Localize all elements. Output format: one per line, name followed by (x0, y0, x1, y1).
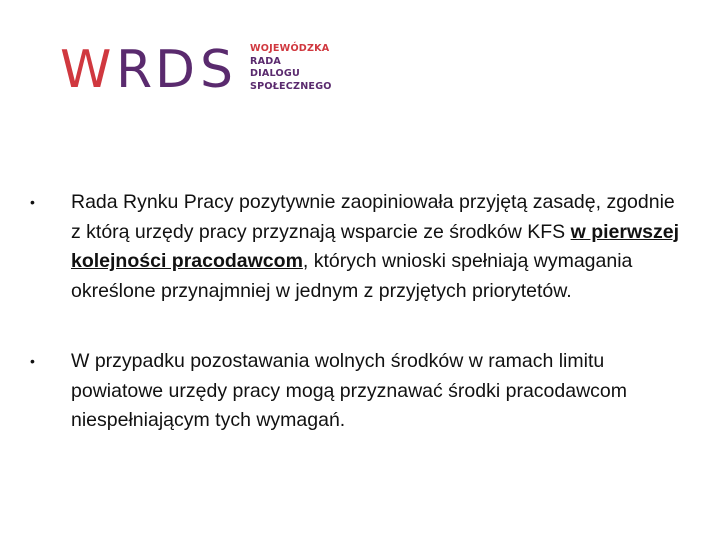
logo-line-4: SPOŁECZNEGO (250, 80, 332, 92)
logo-letter-r: R (116, 40, 153, 94)
bullet-marker: • (30, 194, 35, 210)
logo-line-1: WOJEWÓDZKA (250, 43, 330, 54)
bullet-1-text-end: , których wnioski spełniają wymagania określone przynajmniej w jednym z przyjętych priorytetów. (71, 250, 633, 302)
bullet-item-1 (30, 188, 680, 306)
logo-letter-w: W (60, 40, 112, 94)
wrds-logo (60, 36, 350, 98)
logo-line-3: DIALOGU (250, 68, 300, 79)
bullet-1-text-start: Rada Rynku Pracy pozytywnie zaopiniowała przyjętą zasadę, zgodnie z którą urzędy pracy przyznają wsparcie ze środków KFS (71, 191, 675, 243)
wrds-logo-mark (60, 40, 242, 94)
bullet-marker: • (30, 353, 35, 369)
logo-caption (250, 43, 332, 93)
logo-letter-s: S (200, 40, 234, 94)
logo-letter-d: D (155, 40, 196, 94)
bullet-list (30, 188, 680, 436)
bullet-1-emphasis: w pierwszej kolejności pracodawcom (71, 220, 679, 272)
logo-line-2: RADA (250, 55, 282, 67)
bullet-2-text: W przypadku pozostawania wolnych środków w ramach limitu powiatowe urzędy pracy mogą przyznawać środki pracodawcom niespełniającym tych wymagań. (71, 350, 627, 431)
bullet-item-2 (30, 347, 680, 436)
